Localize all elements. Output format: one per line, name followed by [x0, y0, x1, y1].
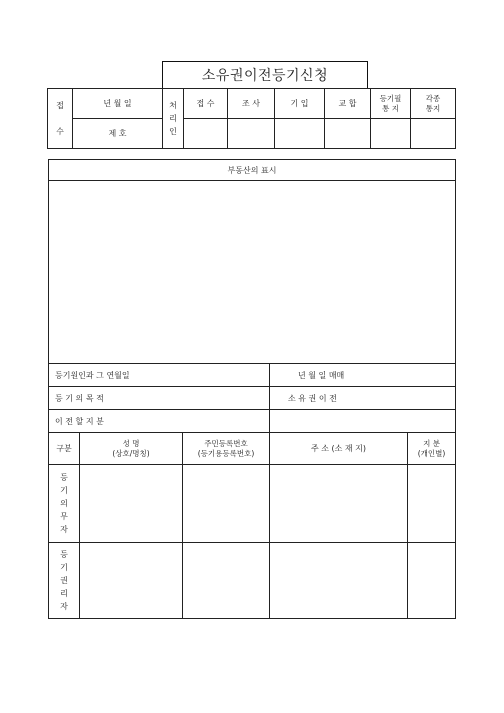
col-receipt: 접 수	[184, 89, 228, 119]
stamp-cell-review[interactable]	[228, 119, 275, 149]
stamp-cell-receipt[interactable]	[184, 119, 228, 149]
obligor-address-cell[interactable]	[270, 465, 408, 543]
obligor-id-cell[interactable]	[183, 465, 270, 543]
right-holder-share-cell[interactable]	[408, 543, 456, 619]
cause-date-label: 등기원인과 그 연월일	[49, 364, 270, 387]
col-registered-notice: 등기필 통 지	[371, 89, 411, 119]
stamp-cell-verify[interactable]	[325, 119, 371, 149]
col-category: 구분	[49, 433, 80, 465]
col-name: 성 명 (상호/명칭)	[80, 433, 183, 465]
col-verify: 교 합	[325, 89, 371, 119]
receipt-table	[47, 88, 456, 149]
receipt-label: 접 수	[48, 89, 73, 149]
right-holder-name-cell[interactable]	[80, 543, 183, 619]
cause-date-value[interactable]: 년 월 일 매매	[270, 364, 456, 387]
processor-label: 처 리 인	[163, 89, 184, 149]
right-holder-label: 등 기 권 리 자	[49, 543, 80, 619]
right-holder-address-cell[interactable]	[270, 543, 408, 619]
obligor-label: 등 기 의 무 자	[49, 465, 80, 543]
purpose-value[interactable]: 소 유 권 이 전	[270, 387, 456, 410]
receipt-number: 제 호	[73, 119, 163, 149]
form-title	[162, 61, 368, 89]
property-header: 부동산의 표시	[49, 160, 456, 181]
col-entry: 기 입	[275, 89, 325, 119]
stamp-cell-registered-notice[interactable]	[371, 119, 411, 149]
col-id-number: 주민등록번호 (등기용등록번호)	[183, 433, 270, 465]
main-form-table	[48, 159, 456, 619]
col-review: 조 사	[228, 89, 275, 119]
col-address: 주 소 (소 재 지)	[270, 433, 408, 465]
property-content-area[interactable]	[49, 181, 456, 364]
obligor-share-cell[interactable]	[408, 465, 456, 543]
stamp-cell-entry[interactable]	[275, 119, 325, 149]
obligor-name-cell[interactable]	[80, 465, 183, 543]
right-holder-id-cell[interactable]	[183, 543, 270, 619]
share-label: 이 전 할 지 분	[49, 410, 270, 433]
receipt-date: 년 월 일	[73, 89, 163, 119]
share-value[interactable]	[270, 410, 456, 433]
stamp-cell-various-notice[interactable]	[411, 119, 456, 149]
form-title-text: 소유권이전등기신청	[201, 68, 329, 84]
col-share: 지 분 (개인별)	[408, 433, 456, 465]
col-various-notice: 각종 통지	[411, 89, 456, 119]
purpose-label: 등 기 의 목 적	[49, 387, 270, 410]
